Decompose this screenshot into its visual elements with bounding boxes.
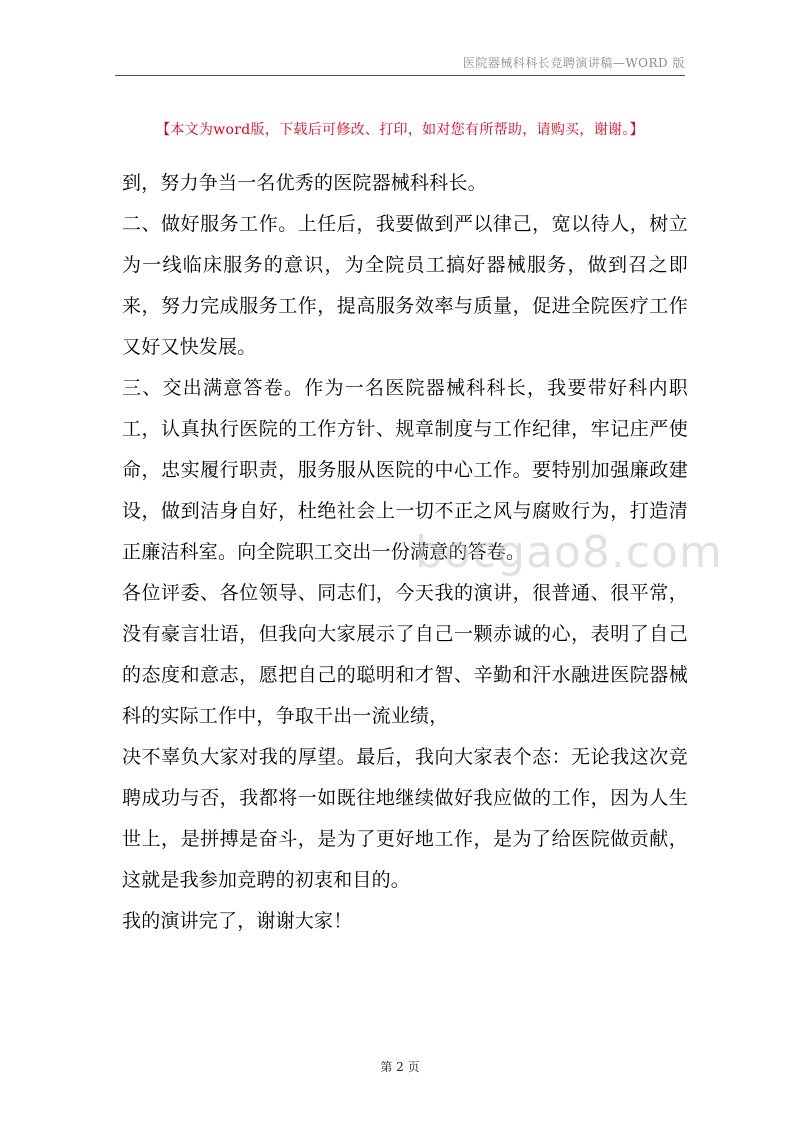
paragraph: 到，努力争当一名优秀的医院器械科科长。 (122, 172, 487, 194)
paragraph: 二、做好服务工作。上任后，我要做到严以律己，宽以待人，树立为一线临床服务的意识，为全院员工搞好器械服务，做到召之即来，努力完成服务工作，提高服务效率与质量，促进全院医疗工作又好又快发展。 (122, 213, 688, 358)
purchase-notice: 【本文为word版，下载后可修改、打印，如对您有所帮助，请购买，谢谢。】 (156, 122, 644, 138)
paragraph: 决不辜负大家对我的厚望。最后，我向大家表个态：无论我这次竞聘成功与否，我都将一如既往地继续做好我应做的工作，因为人生世上，是拼搏是奋斗，是为了更好地工作，是为了给医院做贡献，这就是我参加竞聘的初衷和目的。 (122, 746, 688, 891)
page-header-title: 医院器械科科长竞聘演讲稿—WORD 版 (462, 56, 685, 70)
header-divider (115, 75, 685, 76)
document-body (122, 163, 688, 942)
paragraph: 我的演讲完了，谢谢大家！ (122, 910, 353, 932)
paragraph: 各位评委、各位领导、同志们，今天我的演讲，很普通、很平常，没有豪言壮语，但我向大家展示了自己一颗赤诚的心，表明了自己的态度和意志，愿把自己的聪明和才智、辛勤和汗水融进医院器械科的实际工作中，争取干出一流业绩， (122, 582, 688, 727)
watermark: bocgao8.com (415, 527, 723, 578)
paragraph: 三、交出满意答卷。作为一名医院器械科科长，我要带好科内职工，认真执行医院的工作方针、规章制度与工作纪律，牢记庄严使命，忠实履行职责，服务服从医院的中心工作。要特别加强廉政建设，做到洁身自好，杜绝社会上一切不正之风与腐败行为，打造清正廉洁科室。向全院职工交出一份满意的答卷。 (122, 377, 688, 563)
page-number: 第 2 页 (380, 1060, 420, 1074)
